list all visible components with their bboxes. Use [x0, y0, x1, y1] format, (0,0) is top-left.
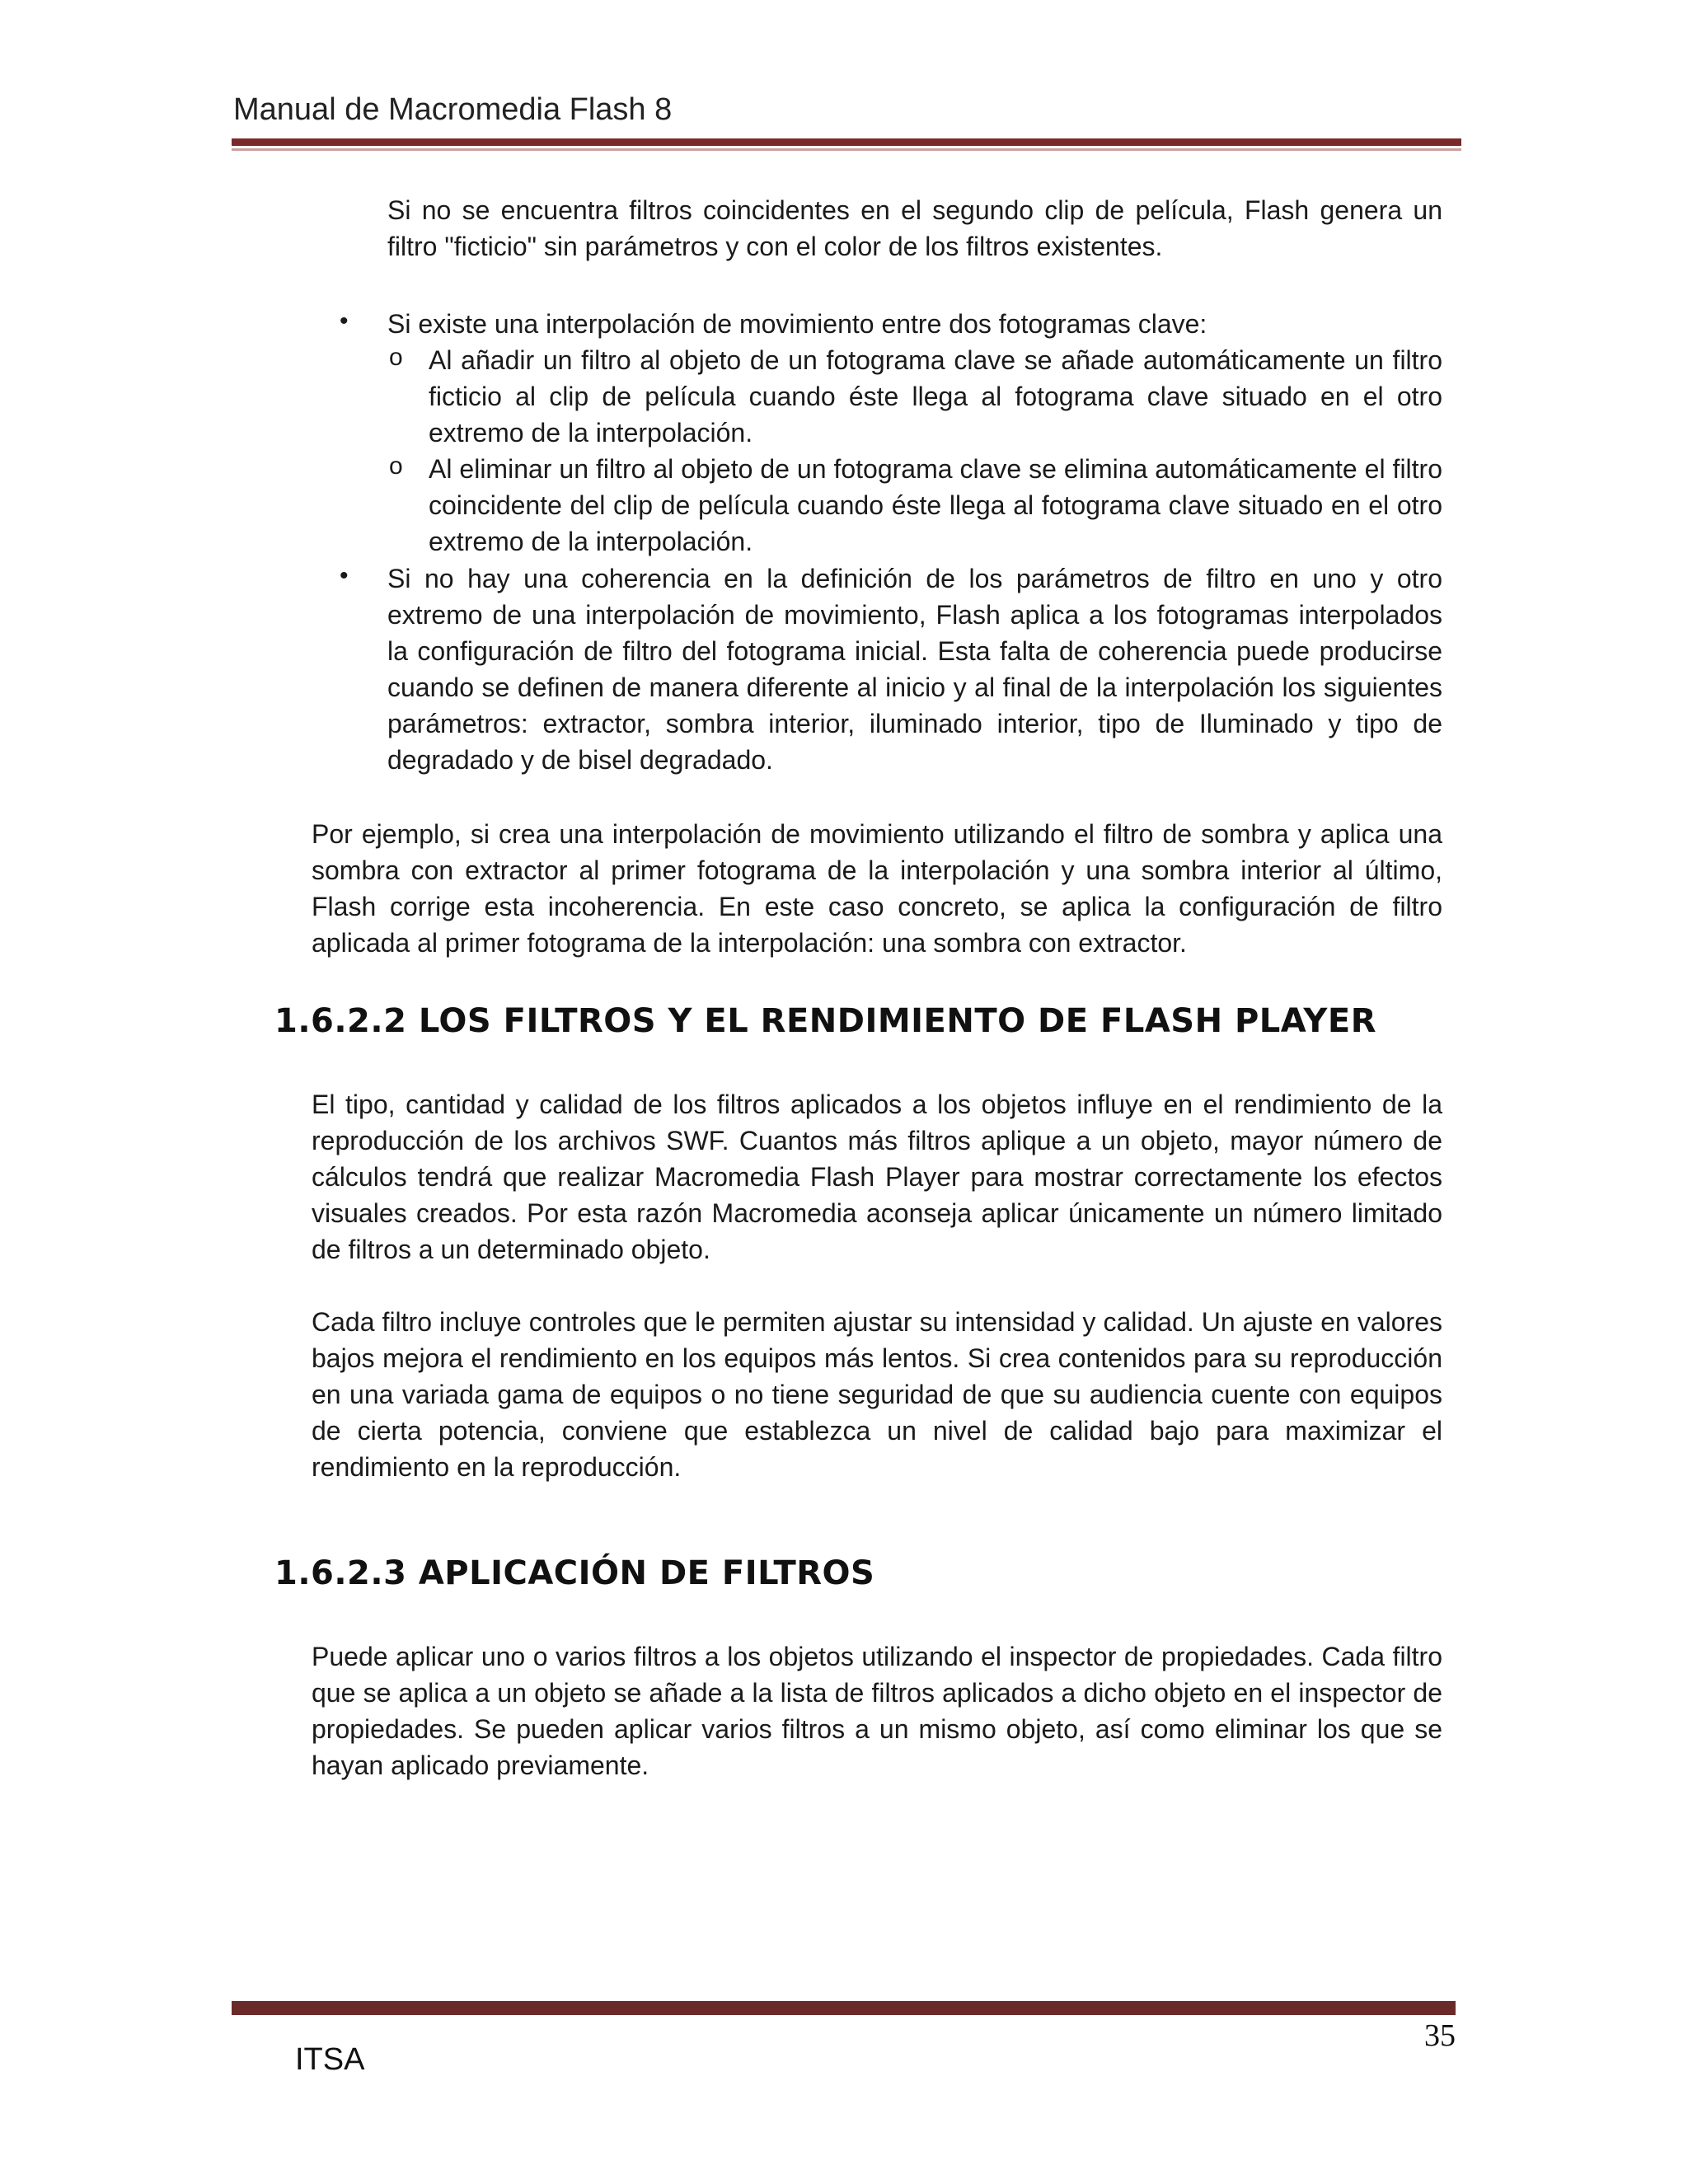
section-heading-performance: 1.6.2.2 LOS FILTROS Y EL RENDIMIENTO DE FLASH PLAYER	[274, 1002, 1377, 1040]
sub-bullet-marker: o	[389, 452, 403, 480]
performance-paragraph-1: El tipo, cantidad y calidad de los filtros aplicados a los objetos influye en el rendimiento de la reproducción de los archivos SWF. Cuantos más filtros aplique a un objeto, mayor número de cálculos tendrá que realizar Macromedia Flash Player para mostrar correctamente los efectos visuales creados. Por esta razón Macromedia aconseja aplicar únicamente un número limitado de filtros a un determinado objeto.	[312, 1090, 1442, 1264]
footer-rule	[232, 2001, 1456, 2015]
sub-bullet-marker: o	[389, 344, 403, 371]
running-header-title: Manual de Macromedia Flash 8	[233, 92, 673, 127]
bullet-marker: •	[340, 307, 349, 335]
header-rule-accent	[232, 148, 1461, 151]
bullet-item-interpolation: Si existe una interpolación de movimiento entre dos fotogramas clave:	[387, 309, 1207, 339]
sub-item-add-filter-text: Al añadir un filtro al objeto de un fotograma clave se añade automáticamente un filtro ficticio al clip de película cuando éste llega al fotograma clave situado en el otro extremo de la interpolación.	[429, 345, 1442, 448]
bullet-item-coherence: Si no hay una coherencia en la definición de los parámetros de filtro en uno y otro extremo de una interpolación de movimiento, Flash aplica a los fotogramas interpolados la configuración de filtro del fotograma inicial. Esta falta de coherencia puede producirse cuando se definen de manera diferente al inicio y al final de la interpolación los siguientes parámetros: extractor, sombra interior, iluminado interior, tipo de Iluminado y tipo de degradado y de bisel degradado.	[387, 564, 1442, 775]
sub-item-remove-filter-text: Al eliminar un filtro al objeto de un fotograma clave se elimina automáticamente el filtro coincidente del clip de película cuando éste llega al fotograma clave situado en el otro extremo de la interpolación.	[429, 454, 1442, 556]
sub-item-remove-filter	[429, 451, 1442, 560]
section-heading-apply-filters: 1.6.2.3 APLICACIÓN DE FILTROS	[274, 1554, 875, 1592]
page-number: 35	[1424, 2018, 1456, 2053]
performance-paragraph-2: Cada filtro incluye controles que le permiten ajustar su intensidad y calidad. Un ajuste en valores bajos mejora el rendimiento en los equipos más lentos. Si crea contenidos para su reproducción en una variada gama de equipos o no tiene seguridad de que su audiencia cuente con equipos de cierta potencia, conviene que establezca un nivel de calidad bajo para maximizar el rendimiento en la reproducción.	[312, 1307, 1442, 1482]
apply-filters-paragraph: Puede aplicar uno o varios filtros a los objetos utilizando el inspector de propiedades. Cada filtro que se aplica a un objeto se añade a la lista de filtros aplicados a dicho objeto en el inspector de propiedades. Se pueden aplicar varios filtros a un mismo objeto, así como eliminar los que se hayan aplicado previamente.	[312, 1642, 1442, 1780]
footer-organization: ITSA	[295, 2042, 365, 2077]
sub-item-add-filter	[429, 342, 1442, 451]
example-paragraph: Por ejemplo, si crea una interpolación de movimiento utilizando el filtro de sombra y aplica una sombra con extractor al primer fotograma de la interpolación y una sombra interior al último, Flash corrige esta incoherencia. En este caso concreto, se aplica la configuración de filtro aplicada al primer fotograma de la interpolación: una sombra con extractor.	[312, 819, 1442, 958]
header-rule	[232, 138, 1461, 146]
bullet-marker: •	[340, 562, 349, 589]
intro-paragraph: Si no se encuentra filtros coincidentes en el segundo clip de película, Flash genera un filtro "ficticio" sin parámetros y con el color de los filtros existentes.	[387, 195, 1442, 261]
